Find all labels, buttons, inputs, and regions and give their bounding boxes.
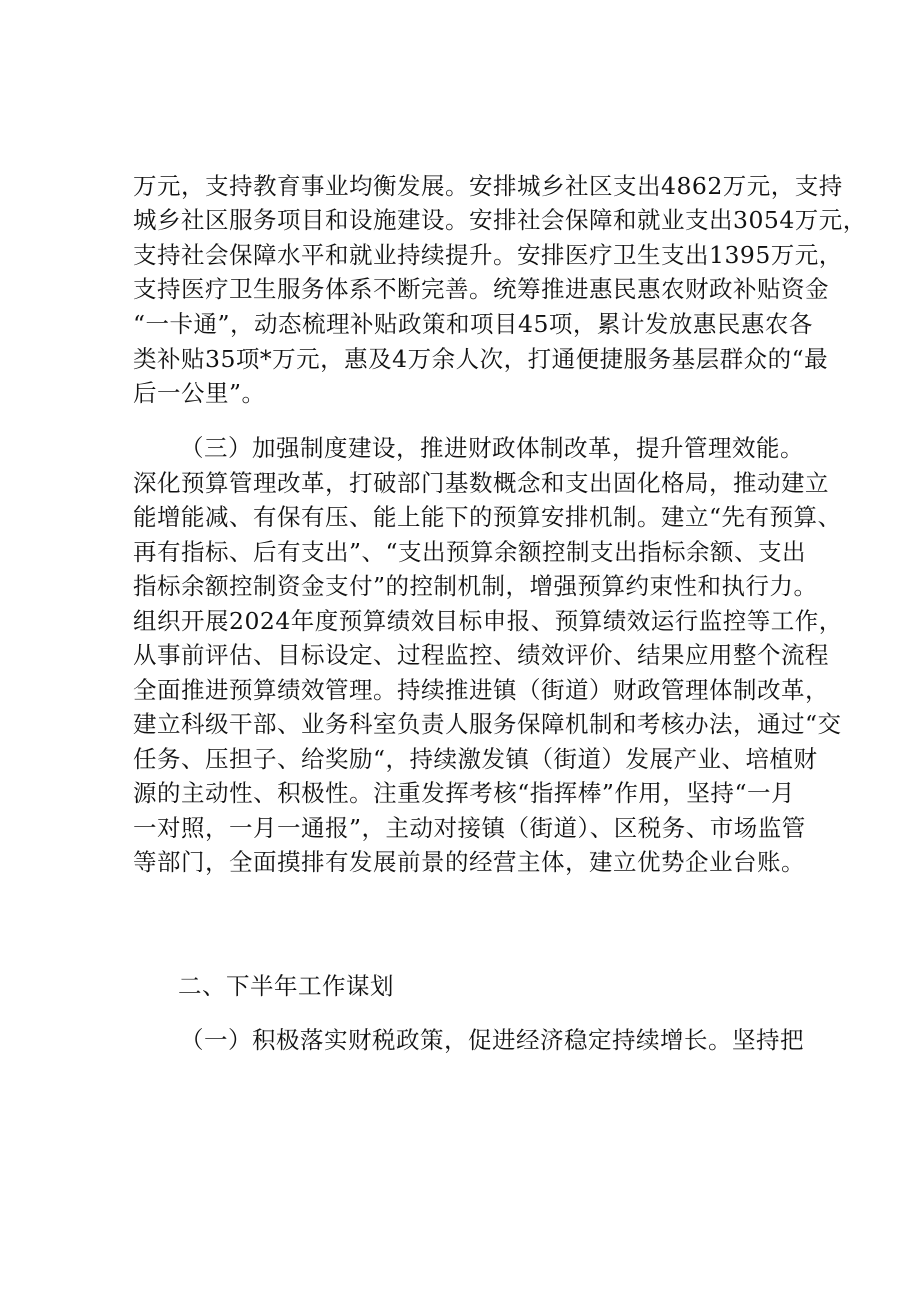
text-line: 建立科级干部、业务科室负责人服务保障机制和考核办法，通过“交 — [133, 710, 842, 738]
text-line: 再有指标、后有支出”、“支出预算余额控制支出指标余额、支出 — [133, 538, 807, 566]
subsection-heading: （三）加强制度建设，推进财政体制改革，提升管理效能。 — [180, 434, 804, 462]
section-heading: 二、下半年工作谋划 — [178, 972, 394, 1000]
text-line: 能增能减、有保有压、能上能下的预算安排机制。建立“先有预算、 — [133, 503, 842, 531]
text-line: 深化预算管理改革，打破部门基数概念和支出固化格局，推动建立 — [133, 469, 829, 497]
subsection-heading: （一）积极落实财税政策，促进经济稳定持续增长。坚持把 — [180, 1026, 804, 1054]
text-line: 类补贴35项*万元，惠及4万余人次，打通便捷服务基层群众的“最 — [133, 345, 829, 373]
text-line: 指标余额控制资金支付”的控制机制，增强预算约束性和执行力。 — [133, 572, 818, 600]
text-line: 一对照，一月一通报”，主动对接镇（街道）、区税务、市场监管 — [133, 814, 806, 842]
text-line: 支持社会保障水平和就业持续提升。安排医疗卫生支出1395万元， — [133, 241, 843, 269]
text-line: 万元，支持教育事业均衡发展。安排城乡社区支出4862万元，支持 — [133, 172, 843, 200]
text-line: 组织开展2024年度预算绩效目标申报、预算绩效运行监控等工作， — [133, 607, 843, 635]
text-line: 等部门，全面摸排有发展前景的经营主体，建立优势企业台账。 — [133, 848, 805, 876]
text-line: 任务、压担子、给奖励“，持续激发镇（街道）发展产业、培植财 — [133, 745, 818, 773]
text-line: 城乡社区服务项目和设施建设。安排社会保障和就业支出3054万元， — [133, 206, 867, 234]
text-line: 支持医疗卫生服务体系不断完善。统筹推进惠民惠农财政补贴资金 — [133, 275, 829, 303]
text-line: 后一公里”。 — [133, 379, 266, 407]
text-line: 全面推进预算绩效管理。持续推进镇（街道）财政管理体制改革， — [133, 676, 829, 704]
text-line: 源的主动性、积极性。注重发挥考核“指挥棒”作用，坚持“一月 — [133, 779, 795, 807]
text-line: “一卡通”，动态梳理补贴政策和项目45项，累计发放惠民惠农各 — [133, 310, 813, 338]
text-line: 从事前评估、目标设定、过程监控、绩效评价、结果应用整个流程 — [133, 641, 829, 669]
